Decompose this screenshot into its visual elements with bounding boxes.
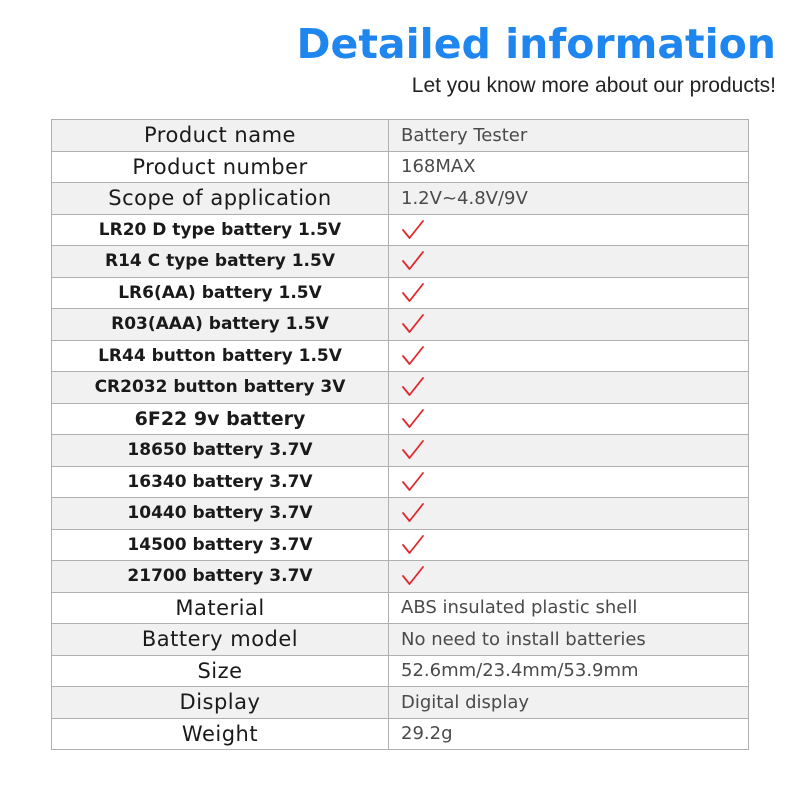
row-label: Size: [52, 655, 389, 687]
table-row: [52, 151, 749, 183]
row-label: 16340 battery 3.7V: [52, 466, 389, 498]
row-label: 14500 battery 3.7V: [52, 529, 389, 561]
row-value: [389, 529, 749, 561]
table-row: [52, 466, 749, 498]
table-row: [52, 435, 749, 467]
checkmark-icon: [401, 250, 425, 272]
table-row: [52, 592, 749, 624]
table-row: [52, 246, 749, 278]
row-value: [389, 561, 749, 593]
table-row: [52, 655, 749, 687]
checkmark-icon: [401, 471, 425, 493]
row-value: ABS insulated plastic shell: [389, 592, 749, 624]
row-label: R14 C type battery 1.5V: [52, 246, 389, 278]
row-value: [389, 403, 749, 435]
checkmark-icon: [401, 313, 425, 335]
table-row: [52, 403, 749, 435]
checkmark-icon: [401, 439, 425, 461]
checkmark-icon: [401, 502, 425, 524]
row-value: [389, 435, 749, 467]
spec-table: [51, 119, 749, 750]
row-label: LR6(AA) battery 1.5V: [52, 277, 389, 309]
row-label: CR2032 button battery 3V: [52, 372, 389, 404]
row-value: [389, 309, 749, 341]
row-value: [389, 246, 749, 278]
table-row: [52, 529, 749, 561]
row-value: [389, 340, 749, 372]
row-value: 168MAX: [389, 151, 749, 183]
row-value: [389, 372, 749, 404]
checkmark-icon: [401, 408, 425, 430]
row-label: Weight: [52, 718, 389, 750]
checkmark-icon: [401, 219, 425, 241]
row-label: LR44 button battery 1.5V: [52, 340, 389, 372]
table-row: [52, 120, 749, 152]
row-value: 1.2V~4.8V/9V: [389, 183, 749, 215]
table-row: [52, 340, 749, 372]
row-value: [389, 466, 749, 498]
table-row: [52, 309, 749, 341]
checkmark-icon: [401, 376, 425, 398]
checkmark-icon: [401, 345, 425, 367]
table-row: [52, 183, 749, 215]
row-label: 21700 battery 3.7V: [52, 561, 389, 593]
checkmark-icon: [401, 534, 425, 556]
row-label: Product number: [52, 151, 389, 183]
row-label: Battery model: [52, 624, 389, 656]
table-row: [52, 277, 749, 309]
row-value: [389, 214, 749, 246]
row-value: Digital display: [389, 687, 749, 719]
row-value: 52.6mm/23.4mm/53.9mm: [389, 655, 749, 687]
table-row: [52, 214, 749, 246]
table-row: [52, 687, 749, 719]
page-title: Detailed information: [296, 20, 776, 68]
row-value: [389, 277, 749, 309]
row-label: R03(AAA) battery 1.5V: [52, 309, 389, 341]
row-label: 18650 battery 3.7V: [52, 435, 389, 467]
row-value: 29.2g: [389, 718, 749, 750]
row-value: [389, 498, 749, 530]
row-value: No need to install batteries: [389, 624, 749, 656]
table-row: [52, 372, 749, 404]
table-row: [52, 561, 749, 593]
row-label: Material: [52, 592, 389, 624]
row-value: Battery Tester: [389, 120, 749, 152]
row-label: Display: [52, 687, 389, 719]
row-label: LR20 D type battery 1.5V: [52, 214, 389, 246]
row-label: Scope of application: [52, 183, 389, 215]
row-label: Product name: [52, 120, 389, 152]
table-row: [52, 624, 749, 656]
table-row: [52, 718, 749, 750]
table-row: [52, 498, 749, 530]
row-label: 6F22 9v battery: [52, 403, 389, 435]
page-subtitle: Let you know more about our products!: [411, 74, 776, 97]
checkmark-icon: [401, 282, 425, 304]
checkmark-icon: [401, 565, 425, 587]
row-label: 10440 battery 3.7V: [52, 498, 389, 530]
